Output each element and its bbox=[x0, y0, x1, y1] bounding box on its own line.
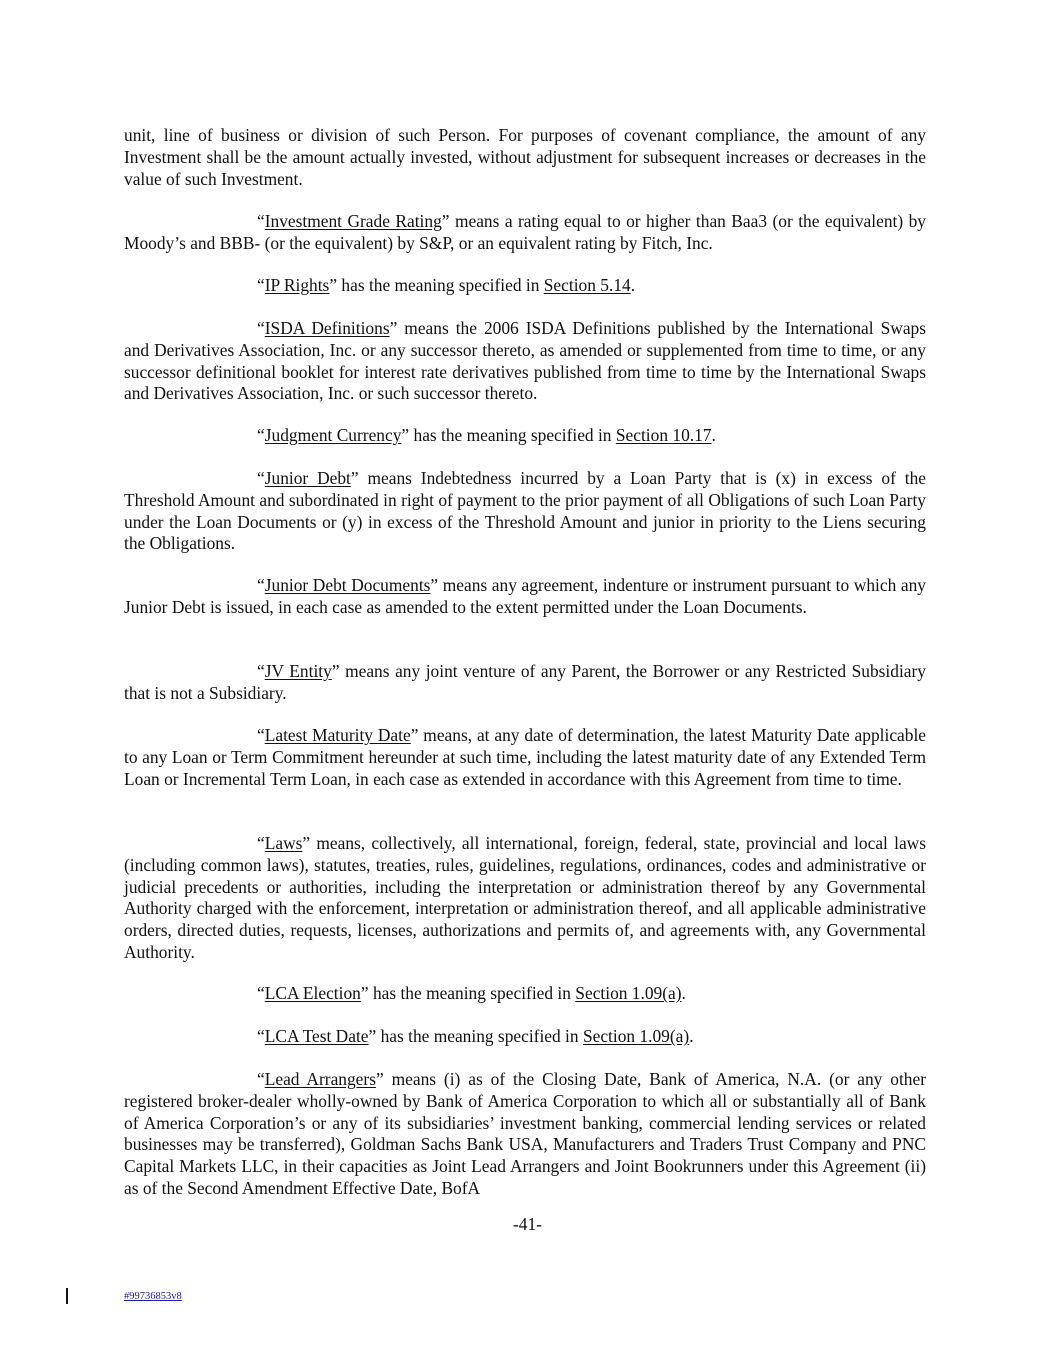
defined-term: LCA Election bbox=[264, 983, 361, 1003]
section-reference: Section 1.09(a) bbox=[575, 983, 682, 1003]
defined-term: Latest Maturity Date bbox=[264, 725, 411, 745]
section-reference: Section 5.14 bbox=[543, 275, 631, 295]
section-reference: Section 10.17 bbox=[615, 425, 712, 445]
definition-investment-grade-rating: “Investment Grade Rating” means a rating equal to or higher than Baa3 (or the equivalent) by Moody’s and BBB- (or the equivalent) by S&P, or an equivalent rating by Fitch, Inc. bbox=[124, 211, 926, 253]
definition-judgment-currency: “Judgment Currency” has the meaning specified in Section 10.17. bbox=[257, 425, 716, 445]
definition-lead-arrangers: “Lead Arrangers” means (i) as of the Closing Date, Bank of America, N.A. (or any other registered broker-dealer wholly-owned by Bank of America Corporation to which all or substantially all of Bank of America Corporation’s or any of its subsidiaries’ investment banking, commercial lending services or related businesses may be transferred), Goldman Sachs Bank USA, Manufacturers and Traders Trust Company and PNC Capital Markets LLC, in their capacities as Joint Lead Arrangers and Joint Bookrunners under this Agreement (ii) as of the Second Amendment Effective Date, BofA bbox=[124, 1069, 926, 1198]
defined-term: Laws bbox=[264, 833, 303, 853]
paragraph-investment-continuation: unit, line of business or division of such Person. For purposes of covenant compliance, the amount of any Investment shall be the amount actually invested, without adjustment for subsequent increases or decreases in the value of such Investment. bbox=[124, 125, 926, 189]
revision-change-bar bbox=[66, 1288, 68, 1304]
definition-ip-rights: “IP Rights” has the meaning specified in Section 5.14. bbox=[257, 275, 636, 295]
defined-term: Junior Debt bbox=[264, 468, 351, 488]
page-number: -41- bbox=[513, 1214, 542, 1234]
defined-term: JV Entity bbox=[264, 661, 332, 681]
section-reference: Section 1.09(a) bbox=[582, 1026, 690, 1046]
defined-term: ISDA Definitions bbox=[264, 318, 390, 338]
definition-laws: “Laws” means, collectively, all international, foreign, federal, state, provincial and local laws (including common laws), statutes, treaties, rules, guidelines, regulations, ordinances, codes and administrative or judicial precedents or authorities, including the interpretation or administration thereof by any Governmental Authority charged with the enforcement, interpretation or administration thereof, and all applicable administrative orders, directed duties, requests, licenses, authorizations and permits of, and agreements with, any Governmental Authority. bbox=[124, 833, 926, 962]
defined-term: IP Rights bbox=[264, 275, 330, 295]
defined-term: Investment Grade Rating bbox=[264, 211, 442, 231]
document-id-link[interactable]: #99736853v8 bbox=[124, 1291, 182, 1302]
defined-term: Judgment Currency bbox=[264, 425, 402, 445]
definition-lca-election: “LCA Election” has the meaning specified in Section 1.09(a). bbox=[257, 983, 686, 1003]
defined-term: Junior Debt Documents bbox=[264, 575, 431, 595]
definition-latest-maturity-date: “Latest Maturity Date” means, at any date of determination, the latest Maturity Date applicable to any Loan or Term Commitment hereunder at such time, including the latest maturity date of any Extended Term Loan or Incremental Term Loan, in each case as extended in accordance with this Agreement from time to time. bbox=[124, 725, 927, 789]
definition-junior-debt-documents: “Junior Debt Documents” means any agreement, indenture or instrument pursuant to which any Junior Debt is issued, in each case as amended to the extent permitted under the Loan Documents. bbox=[124, 575, 926, 617]
definition-isda-definitions: “ISDA Definitions” means the 2006 ISDA Definitions published by the International Swaps and Derivatives Association, Inc. or any successor thereto, as amended or supplemented from time to time, or any successor definitional booklet for interest rate derivatives published from time to time by the International Swaps and Derivatives Association, Inc. or such successor thereto. bbox=[124, 318, 927, 404]
definition-lca-test-date: “LCA Test Date” has the meaning specified in Section 1.09(a). bbox=[257, 1026, 694, 1046]
defined-term: LCA Test Date bbox=[264, 1026, 369, 1046]
defined-term: Lead Arrangers bbox=[264, 1069, 376, 1089]
definition-jv-entity: “JV Entity” means any joint venture of any Parent, the Borrower or any Restricted Subsidiary that is not a Subsidiary. bbox=[124, 661, 927, 703]
definition-junior-debt: “Junior Debt” means Indebtedness incurred by a Loan Party that is (x) in excess of the Threshold Amount and subordinated in right of payment to the prior payment of all Obligations of such Loan Party under the Loan Documents or (y) in excess of the Threshold Amount and junior in priority to the Liens securing the Obligations. bbox=[124, 468, 926, 554]
